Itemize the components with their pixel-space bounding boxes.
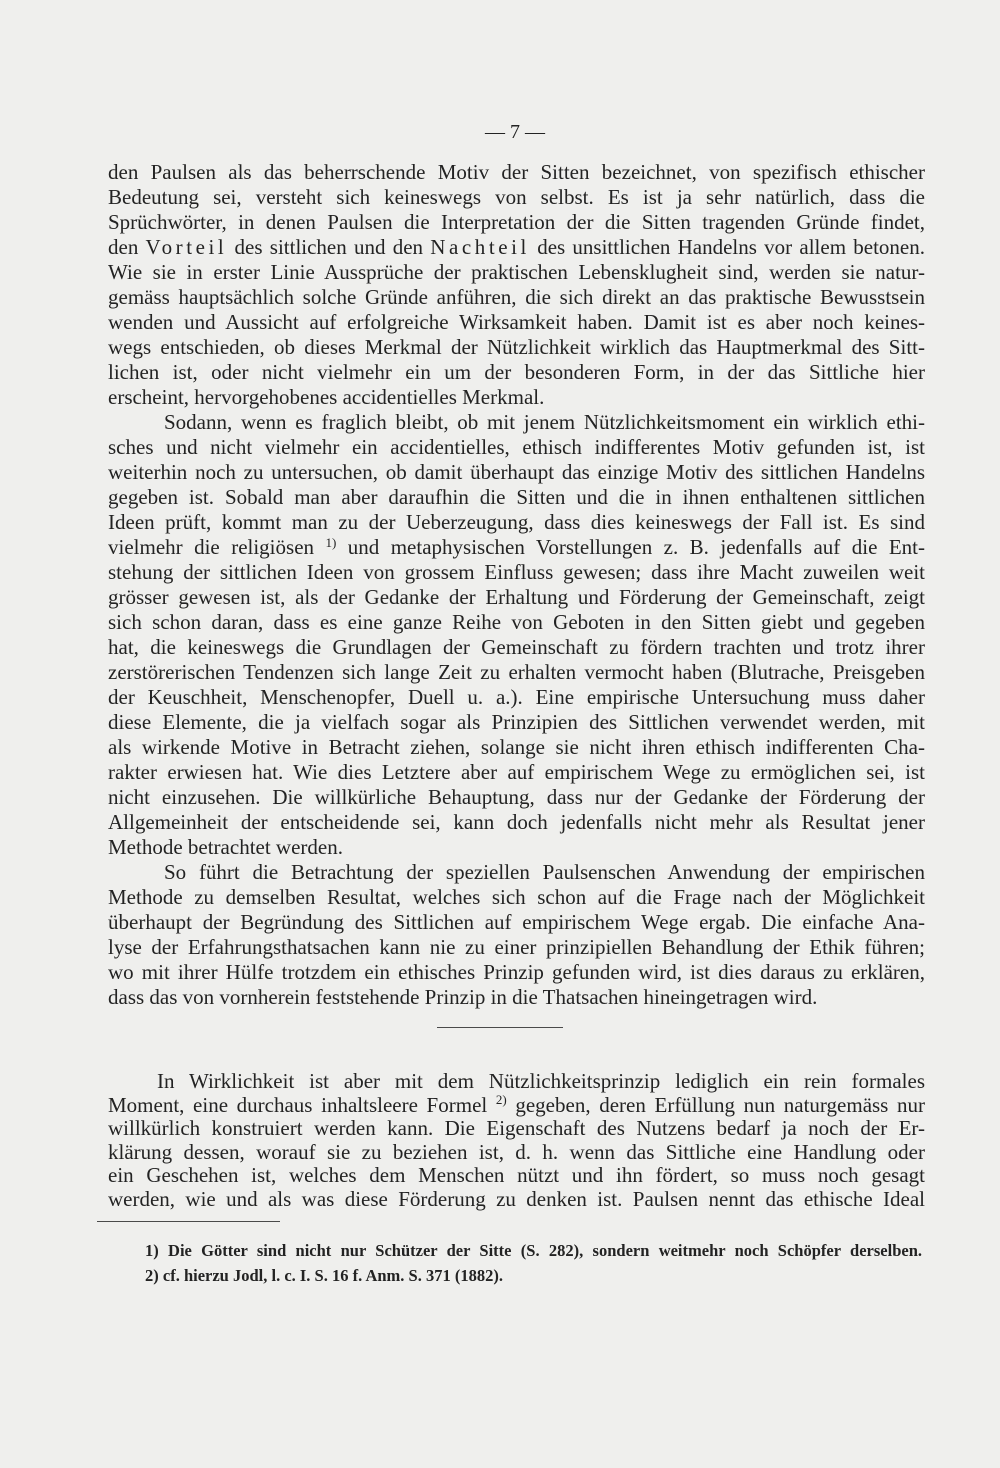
text-line: grösser gewesen ist, als der Gedanke der Erhaltung und Förderung der Gemeinschaft, zeigt: [108, 585, 925, 609]
text-line: Allgemeinheit der entscheidende sei, kann doch jedenfalls nicht mehr als Resultat jener: [108, 810, 925, 834]
text-line: sich schon daran, dass es eine ganze Reihe von Geboten in den Sitten giebt und gegeben: [108, 610, 925, 634]
text-line: ein Geschehen ist, welches dem Menschen nützt und ihn fördert, so muss noch gesagt: [108, 1163, 925, 1188]
text-line: willkürlich konstruiert werden kann. Die Eigenschaft des Nutzens bedarf ja noch der Er-: [108, 1116, 925, 1141]
text-line: Sprüchwörter, in denen Paulsen die Interpretation der die Sitten tragenden Gründe findet,: [108, 210, 925, 234]
text-run: den: [108, 235, 146, 259]
text-line: als wirkende Motive in Betracht ziehen, solange sie nicht ihren ethisch indifferenten Cha-: [108, 735, 925, 759]
paragraph: [108, 1070, 925, 1212]
text-line: [108, 535, 925, 560]
footnote: 2) cf. hierzu Jodl, l. c. I. S. 16 f. Anm. S. 371 (1882).: [145, 1266, 503, 1285]
text-line: wo mit ihrer Hülfe trotzdem ein ethisches Prinzip gefunden wird, ist dies daraus zu erklären,: [108, 960, 925, 984]
text-line: werden, wie und als was diese Förderung zu denken ist. Paulsen nennt das ethische Ideal: [108, 1186, 925, 1211]
text-line: dass das von vornherein feststehende Prinzip in die Thatsachen hineingetragen wird.: [108, 985, 818, 1009]
text-line: lichen ist, oder nicht vielmehr ein um der besonderen Form, in der das Sittliche hier: [108, 360, 925, 384]
text-line: stehung der sittlichen Ideen von grossem Einfluss gewesen; dass ihre Macht zuweilen weit: [108, 560, 925, 584]
section-divider: [437, 1027, 563, 1028]
text-line: rakter erwiesen hat. Wie dies Letztere aber auf empirischem Wege zu ermöglichen sei, ist: [108, 760, 925, 784]
text-line: diese Elemente, die ja vielfach sogar als Prinzipien des Sittlichen verwendet werden, mit: [108, 710, 925, 734]
text-line: der Keuschheit, Menschenopfer, Duell u. a.). Eine empirische Untersuchung muss daher: [108, 685, 925, 709]
text-line: zerstörerischen Tendenzen sich lange Zeit zu erhalten vermocht haben (Blutrache, Preisgeben: [108, 660, 925, 684]
continued-text: [108, 1070, 925, 1212]
main-text: [108, 160, 925, 1010]
text-line: In Wirklichkeit ist aber mit dem Nützlichkeitsprinzip lediglich ein rein formales: [157, 1069, 925, 1093]
text-run: des unsittlichen Handelns vor allem betonen.: [529, 235, 925, 259]
text-run: gegeben, deren Erfüllung nun naturgemäss nur: [506, 1092, 925, 1117]
text-line: lyse der Erfahrungsthatsachen kann nie zu einer prinzipiellen Behandlung der Ethik führen;: [108, 935, 925, 959]
footnotes: [145, 1238, 922, 1288]
text-line: Ideen prüft, kommt man zu der Ueberzeugung, dass dies keineswegs der Fall ist. Es sind: [108, 510, 925, 534]
text-line: hat, die keineswegs die Grundlagen der Gemeinschaft zu fördern trachten und trotz ihrer: [108, 635, 925, 659]
footnote-ref: 1): [325, 534, 337, 550]
paragraph: [108, 410, 925, 860]
paragraph: [108, 160, 925, 410]
text-line: überhaupt der Begründung des Sittlichen auf empirischem Wege ergab. Die einfache Ana-: [108, 910, 925, 934]
text-line: den Paulsen als das beherrschende Motiv der Sitten bezeichnet, von spezifisch ethischer: [108, 160, 925, 184]
footnote-ref: 2): [495, 1092, 507, 1108]
text-run: und metaphysischen Vorstellungen z. B. jedenfalls auf die Ent-: [336, 535, 925, 559]
text-run: des sittlichen und den: [227, 235, 431, 259]
text-line: Methode betrachtet werden.: [108, 835, 343, 859]
text-line: erscheint, hervorgehobenes accidentielles Merkmal.: [108, 385, 545, 409]
text-line: sches und nicht vielmehr ein accidentielles, ethisch indifferentes Motiv gefunden ist, ist: [108, 435, 925, 459]
text-line: [108, 1094, 925, 1118]
text-line: Wie sie in erster Linie Aussprüche der praktischen Lebensklugheit sind, werden sie natur-: [108, 260, 925, 284]
text-line: gegeben ist. Sobald man aber daraufhin die Sitten und die in ihnen enthaltenen sittlichen: [108, 485, 925, 509]
text-line: klärung dessen, worauf sie zu beziehen ist, d. h. wenn das Sittliche eine Handlung oder: [108, 1139, 925, 1164]
spaced-emphasis: Vorteil: [145, 235, 228, 259]
text-run: Moment, eine durchaus inhaltsleere Formel: [108, 1092, 496, 1117]
paragraph: [108, 860, 925, 1010]
footnote: 1) Die Götter sind nicht nur Schützer der Sitte (S. 282), sondern weitmehr noch Schöpfer derselben.: [145, 1241, 922, 1260]
text-line: Methode zu demselben Resultat, welches sich schon auf die Frage nach der Möglichkeit: [108, 885, 925, 909]
page-number: — 7 —: [485, 121, 545, 143]
spaced-emphasis: Nachteil: [430, 235, 530, 259]
footnote-rule: [97, 1221, 280, 1222]
text-run: vielmehr die religiösen: [108, 535, 326, 559]
text-line: gemäss hauptsächlich solche Gründe anführen, die sich direkt an das praktische Bewusstsein: [108, 285, 925, 309]
text-line: So führt die Betrachtung der speziellen Paulsenschen Anwendung der empirischen: [164, 860, 925, 884]
text-line: wegs entschieden, ob dieses Merkmal der Nützlichkeit wirklich das Hauptmerkmal des Sitt-: [108, 335, 925, 359]
text-line: wenden und Aussicht auf erfolgreiche Wirksamkeit haben. Damit ist es aber noch keines-: [108, 310, 925, 334]
text-line: Bedeutung sei, versteht sich keineswegs von selbst. Es ist ja sehr natürlich, dass die: [108, 185, 925, 209]
text-line: Sodann, wenn es fraglich bleibt, ob mit jenem Nützlichkeitsmoment ein wirklich ethi-: [164, 410, 925, 434]
text-line: [108, 235, 925, 260]
text-line: weiterhin noch zu untersuchen, ob damit überhaupt das einzige Motiv des sittlichen Handelns: [108, 460, 925, 484]
text-line: nicht einzusehen. Die willkürliche Behauptung, dass nur der Gedanke der Förderung der: [108, 785, 925, 809]
